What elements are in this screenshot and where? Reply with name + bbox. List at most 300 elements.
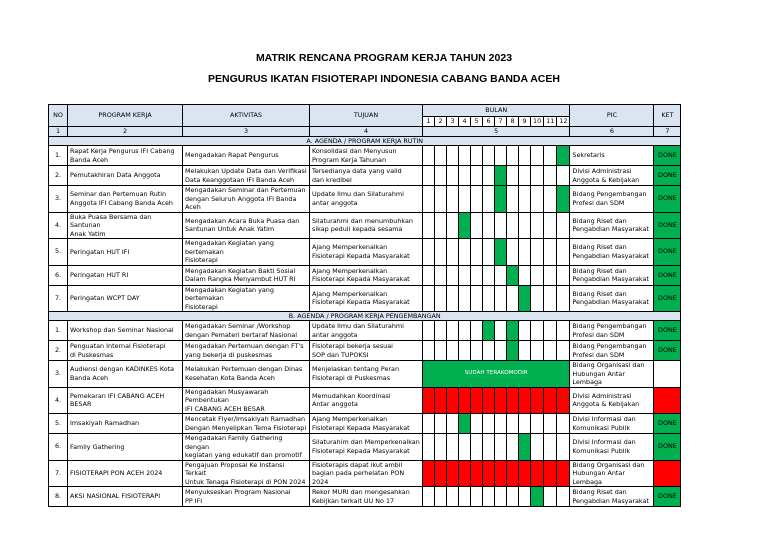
row-aktivitas: Melakukan Pertemuan dengan Dinas Kesehatan Kota Banda Aceh [183,361,310,388]
row-ket-badge [654,460,681,487]
month-cell-3 [447,166,459,186]
month-cell-6 [483,265,495,285]
row-no: 1. [49,146,68,166]
month-cell-5 [471,285,483,312]
month-cell-8 [507,414,519,434]
month-cell-9 [519,414,531,434]
month-cell-10 [531,460,544,487]
month-cell-7 [495,239,507,266]
month-cell-2 [435,166,447,186]
month-cell-5 [471,186,483,213]
row-tujuan: Silaturahmi dan menumbuhkan sikap peduli kepada sesama [310,212,423,239]
row-tujuan: Fisioterapis dapat ikut ambil bagian pada perhelatan PON 2024 [310,460,423,487]
month-cell-1 [423,321,435,341]
month-cell-10 [531,212,544,239]
month-cell-9 [519,487,531,507]
month-cell-3 [447,434,459,461]
month-cell-6 [483,387,495,414]
month-cell-3 [447,341,459,361]
month-cell-7 [495,321,507,341]
month-cell-11 [544,146,557,166]
month-cell-11 [544,212,557,239]
index-cell-3: 3 [183,127,310,137]
row-aktivitas: Mengadakan Seminar /Workshop dengan Pemateri bertaraf Nasional [183,321,310,341]
month-cell-5 [471,414,483,434]
month-cell-3 [447,387,459,414]
row-aktivitas: Pengajuan Proposal Ke Instansi Terkait Untuk Tenaga Fisioterapi di PON 2024 [183,460,310,487]
row-no: 7. [49,460,68,487]
month-cell-1 [423,285,435,312]
month-cell-1 [423,239,435,266]
section-a-header-label: A. AGENDA / PROGRAM KERJA RUTIN [49,137,681,146]
month-cell-4 [459,212,471,239]
month-cell-1 [423,265,435,285]
table-row [49,166,681,186]
row-ket-badge: DONE [654,414,681,434]
month-cell-1 [423,434,435,461]
row-ket-badge: DONE [654,186,681,213]
month-cell-6 [483,146,495,166]
month-cell-2 [435,146,447,166]
month-cell-6 [483,460,495,487]
month-cell-8 [507,434,519,461]
month-header-4: 4 [459,117,471,127]
row-ket-badge: DONE [654,434,681,461]
month-cell-5 [471,460,483,487]
month-header-11: 11 [544,117,557,127]
month-cell-9 [519,285,531,312]
row-no: 6. [49,265,68,285]
row-ket-badge: DONE [654,239,681,266]
section-a-header [49,137,681,146]
month-cell-12 [557,212,570,239]
row-no: 4. [49,387,68,414]
month-cell-6 [483,212,495,239]
month-cell-2 [435,460,447,487]
month-cell-11 [544,239,557,266]
month-cell-6 [483,239,495,266]
row-aktivitas: Mengadakan Acara Buka Puasa dan Santunan Untuk Anak Yatim [183,212,310,239]
month-cell-10 [531,239,544,266]
row-pic: Bidang Riset dan Pengabdian Masyarakat [570,239,654,266]
month-cell-7 [495,166,507,186]
month-cell-4 [459,434,471,461]
row-pic: Divisi Informasi dan Komunikasi Publik [570,434,654,461]
month-cell-5 [471,487,483,507]
row-pic: Divisi Administrasi Anggota & Kebijakan [570,387,654,414]
row-no: 5. [49,414,68,434]
row-pic: Bidang Organisasi dan Hubungan Antar Lembaga [570,361,654,388]
row-no: 1. [49,321,68,341]
table-row [49,487,681,507]
month-cell-1 [423,146,435,166]
table-row [49,414,681,434]
month-header-8: 8 [507,117,519,127]
row-no: 6. [49,434,68,461]
month-cell-3 [447,186,459,213]
month-cell-7 [495,285,507,312]
month-cell-8 [507,387,519,414]
month-cell-1 [423,387,435,414]
section-b-header [49,312,681,321]
month-cell-6 [483,434,495,461]
header-no: NO [49,105,68,127]
month-header-7: 7 [495,117,507,127]
month-cell-7 [495,387,507,414]
month-cell-7 [495,460,507,487]
month-cell-12 [557,186,570,213]
month-header-3: 3 [447,117,459,127]
row-no: 2. [49,166,68,186]
row-no: 2. [49,341,68,361]
row-program: Workshop dan Seminar Nasional [68,321,183,341]
row-ket-badge: DONE [654,212,681,239]
row-ket-badge: DONE [654,146,681,166]
month-cell-4 [459,487,471,507]
row-program: Audiensi dengan KADINKES Kota Banda Aceh [68,361,183,388]
month-cell-12 [557,146,570,166]
row-pic: Bidang Organisasi dan Hubungan Antar Lembaga [570,460,654,487]
month-cell-8 [507,186,519,213]
row-ket-badge: DONE [654,321,681,341]
month-cell-6 [483,166,495,186]
month-cell-5 [471,321,483,341]
index-cell-6: 6 [570,127,654,137]
month-cell-5 [471,166,483,186]
index-cell-4: 4 [310,127,423,137]
row-tujuan: Konsolidasi dan Menyusun Program Kerja Tahunan [310,146,423,166]
month-cell-10 [531,186,544,213]
row-pic: Bidang Riset dan Pengabdian Masyarakat [570,285,654,312]
month-cell-9 [519,321,531,341]
month-cell-3 [447,285,459,312]
month-header-1: 1 [423,117,435,127]
month-cell-7 [495,186,507,213]
row-pic: Bidang Pengembangan Profesi dan SDM [570,341,654,361]
row-aktivitas: Mencetak Flyer/Imsakiyah Ramadhan Dengan Menyelipkan Tema Fisioterapi [183,414,310,434]
month-header-10: 10 [531,117,544,127]
month-cell-3 [447,414,459,434]
month-cell-7 [495,434,507,461]
month-cell-1 [423,460,435,487]
month-cell-4 [459,460,471,487]
month-header-6: 6 [483,117,495,127]
table-row [49,146,681,166]
row-tujuan: Tersedianya data yang valid dan kredibel [310,166,423,186]
month-cell-2 [435,487,447,507]
month-cell-3 [447,460,459,487]
month-header-2: 2 [435,117,447,127]
month-cell-8 [507,166,519,186]
row-ket-badge [654,361,681,388]
table-row [49,361,681,388]
month-cell-11 [544,387,557,414]
month-cell-12 [557,414,570,434]
row-program: Imsakiyah Ramadhan [68,414,183,434]
month-cell-8 [507,341,519,361]
month-cell-3 [447,212,459,239]
month-cell-4 [459,166,471,186]
section-b-header-label: B. AGENDA / PROGRAM KERJA PENGEMBANGAN [49,312,681,321]
month-cell-12 [557,321,570,341]
month-cell-10 [531,341,544,361]
table-row [49,341,681,361]
row-ket-badge: DONE [654,265,681,285]
month-cell-1 [423,212,435,239]
row-pic: Divisi Informasi dan Komunikasi Publik [570,414,654,434]
row-no: 8. [49,487,68,507]
row-no: 3. [49,361,68,388]
month-cell-10 [531,166,544,186]
month-cell-1 [423,341,435,361]
month-cell-8 [507,146,519,166]
row-aktivitas: Melakukan Update Data dan Verifikasi Data Keanggotaan IFI Banda Aceh [183,166,310,186]
row-program: FISIOTERAPI PON ACEH 2024 [68,460,183,487]
row-pic: Bidang Pengembangan Profesi dan SDM [570,321,654,341]
header-pic: PIC [570,105,654,127]
month-cell-5 [471,265,483,285]
month-cell-4 [459,321,471,341]
row-aktivitas: Mengadakan Kegiatan yang bertemakan Fisioterapi [183,285,310,312]
month-cell-11 [544,166,557,186]
row-program: Peringatan WCPT DAY [68,285,183,312]
row-tujuan: Rekor MURI dan mengesahkan Kebijkan terkait UU No 17 [310,487,423,507]
row-ket-badge: DONE [654,285,681,312]
row-aktivitas: Menyukseskan Program Nasional PP IFI [183,487,310,507]
month-cell-3 [447,265,459,285]
month-cell-11 [544,414,557,434]
row-tujuan: Ajang Memperkenalkan Fisioterapi Kepada Masyarakat [310,239,423,266]
month-cell-12 [557,487,570,507]
month-cell-8 [507,460,519,487]
month-cell-10 [531,387,544,414]
month-cell-12 [557,239,570,266]
month-cell-12 [557,460,570,487]
month-cell-9 [519,212,531,239]
month-cell-7 [495,341,507,361]
month-cell-9 [519,460,531,487]
month-cell-10 [531,487,544,507]
month-cell-1 [423,186,435,213]
month-cell-8 [507,321,519,341]
row-tujuan: Silaturahim dan Memperkenalkan Fisioterapi Kepada Masyarakat [310,434,423,461]
header-ket: KET [654,105,681,127]
month-cell-4 [459,414,471,434]
month-cell-1 [423,414,435,434]
row-program: Seminar dan Pertemuan Rutin Anggota IFI Cabang Banda Aceh [68,186,183,213]
month-cell-8 [507,487,519,507]
month-cell-11 [544,434,557,461]
month-cell-12 [557,387,570,414]
row-aktivitas: Mengadakan Family Gathering dengan kegiatan yang edukatif dan promotif [183,434,310,461]
month-cell-10 [531,146,544,166]
month-cell-10 [531,434,544,461]
month-cell-12 [557,265,570,285]
row-program: Rapat Kerja Pengurus IFI Cabang Banda Aceh [68,146,183,166]
month-cell-2 [435,341,447,361]
month-header-9: 9 [519,117,531,127]
month-cell-4 [459,341,471,361]
month-cell-6 [483,487,495,507]
month-cell-6 [483,414,495,434]
month-cell-4 [459,239,471,266]
month-cell-2 [435,387,447,414]
row-program: Peringatan HUT IFI [68,239,183,266]
row-no: 5. [49,239,68,266]
month-cell-11 [544,487,557,507]
month-cell-4 [459,387,471,414]
month-cell-9 [519,265,531,285]
month-cell-10 [531,414,544,434]
month-cell-8 [507,285,519,312]
month-cell-8 [507,239,519,266]
month-cell-3 [447,146,459,166]
month-cell-4 [459,265,471,285]
month-cell-2 [435,186,447,213]
month-cell-6 [483,285,495,312]
table-row [49,285,681,312]
row-aktivitas: Mengadakan Pertemuan dengan FT's yang bekerja di puskesmas [183,341,310,361]
month-cell-10 [531,285,544,312]
row-tujuan: Memudahkan Koordinasi Antar anggota [310,387,423,414]
month-cell-10 [531,265,544,285]
index-cell-5: 5 [423,127,570,137]
row-tujuan: Ajang Memperkenalkan Fisioterapi Kepada Masyarakat [310,414,423,434]
row-pic: Divisi Administrasi Anggota & Kebijakan [570,166,654,186]
row-pic: Bidang Pengembangan Profesi dan SDM [570,186,654,213]
month-cell-6 [483,341,495,361]
row-no: 7. [49,285,68,312]
month-cell-5 [471,212,483,239]
table-row [49,460,681,487]
month-cell-11 [544,341,557,361]
index-cell-2: 2 [68,127,183,137]
month-cell-12 [557,285,570,312]
month-cell-7 [495,414,507,434]
month-cell-11 [544,265,557,285]
month-cell-2 [435,239,447,266]
row-aktivitas: Mengadakan Rapat Pengurus [183,146,310,166]
month-cell-2 [435,321,447,341]
month-cell-4 [459,186,471,213]
month-cell-7 [495,265,507,285]
month-cell-3 [447,321,459,341]
header-program: PROGRAM KERJA [68,105,183,127]
table-row [49,212,681,239]
row-aktivitas: Mengadakan Seminar dan Pertemuan dengan Seluruh Anggota IFI Banda Aceh [183,186,310,213]
month-cell-11 [544,321,557,341]
row-pic: Bidang Riset dan Pengabdian Masyarakat [570,265,654,285]
month-cell-5 [471,387,483,414]
table-row [49,239,681,266]
month-cell-4 [459,146,471,166]
program-matrix-table [48,104,681,507]
row-tujuan: Fisioterapi bekerja sesuai SOP dan TUPOKSI [310,341,423,361]
row-tujuan: Ajang Memperkenalkan Fisioterapi Kepada Masyarakat [310,265,423,285]
row-program: Peringatan HUT RI [68,265,183,285]
row-program: Family Gathering [68,434,183,461]
index-cell-1: 1 [49,127,68,137]
month-cell-6 [483,186,495,213]
row-program: Pemutakhiran Data Anggota [68,166,183,186]
month-cell-6 [483,321,495,341]
month-cell-9 [519,239,531,266]
month-cell-5 [471,146,483,166]
month-cell-9 [519,166,531,186]
table-row [49,186,681,213]
month-cell-9 [519,146,531,166]
row-no: 4. [49,212,68,239]
row-no: 3. [49,186,68,213]
month-cell-5 [471,239,483,266]
row-tujuan: Menjelaskan tentang Peran Fisioterapi di Puskesmas [310,361,423,388]
month-cell-5 [471,434,483,461]
row-program: Pemekaran IFI CABANG ACEH BESAR [68,387,183,414]
row-tujuan: Update Ilmu dan Silaturahmi antar anggota [310,321,423,341]
row-aktivitas: Mengadakan Musyawarah Pembentukan IFI CABANG ACEH BESAR [183,387,310,414]
month-cell-12 [557,341,570,361]
month-cell-3 [447,487,459,507]
table-row [49,321,681,341]
month-cell-10 [531,321,544,341]
table-row [49,387,681,414]
month-cell-7 [495,487,507,507]
month-cell-9 [519,186,531,213]
row-pic: Sekretaris [570,146,654,166]
month-cell-9 [519,341,531,361]
row-ket-badge [654,387,681,414]
month-cell-2 [435,212,447,239]
row-ket-badge: DONE [654,487,681,507]
table-row [49,265,681,285]
row-program: AKSI NASIONAL FISIOTERAPI [68,487,183,507]
header-aktivitas: AKTIVITAS [183,105,310,127]
month-cell-11 [544,186,557,213]
page-title: MATRIK RENCANA PROGRAM KERJA TAHUN 2023 [255,52,513,64]
month-cell-2 [435,265,447,285]
month-cell-2 [435,414,447,434]
page-subtitle: PENGURUS IKATAN FISIOTERAPI INDONESIA CABANG BANDA ACEH [208,73,560,85]
month-cell-11 [544,285,557,312]
month-cell-2 [435,434,447,461]
month-header-12: 12 [557,117,570,127]
index-cell-7: 7 [654,127,681,137]
row-aktivitas: Mengadakan Kegiatan Bakti Sosial Dalam Rangka Menyambut HUT RI [183,265,310,285]
header-tujuan: TUJUAN [310,105,423,127]
month-cell-11 [544,460,557,487]
month-cell-4 [459,285,471,312]
month-header-5: 5 [471,117,483,127]
row-ket-badge: DONE [654,341,681,361]
month-cell-3 [447,239,459,266]
month-cell-1 [423,166,435,186]
month-cell-1 [423,487,435,507]
row-ket-badge: DONE [654,166,681,186]
month-cell-9 [519,434,531,461]
month-cell-8 [507,212,519,239]
row-month-span: SUDAH TERAKOMODIR [423,361,570,388]
month-cell-8 [507,265,519,285]
row-aktivitas: Mengadakan Kegiatan yang bertemakan Fisioterapi [183,239,310,266]
row-tujuan: Ajang Memperkenalkan Fisioterapi Kepada Masyarakat [310,285,423,312]
row-program: Penguatan Internal Fisioterapi di Puskesmas [68,341,183,361]
row-program: Buka Puasa Bersama dan Santunan Anak Yatim [68,212,183,239]
month-cell-12 [557,166,570,186]
month-cell-2 [435,285,447,312]
row-pic: Bidang Riset dan Pengabdian Masyarakat [570,487,654,507]
table-row [49,434,681,461]
header-bulan: BULAN [423,105,570,117]
